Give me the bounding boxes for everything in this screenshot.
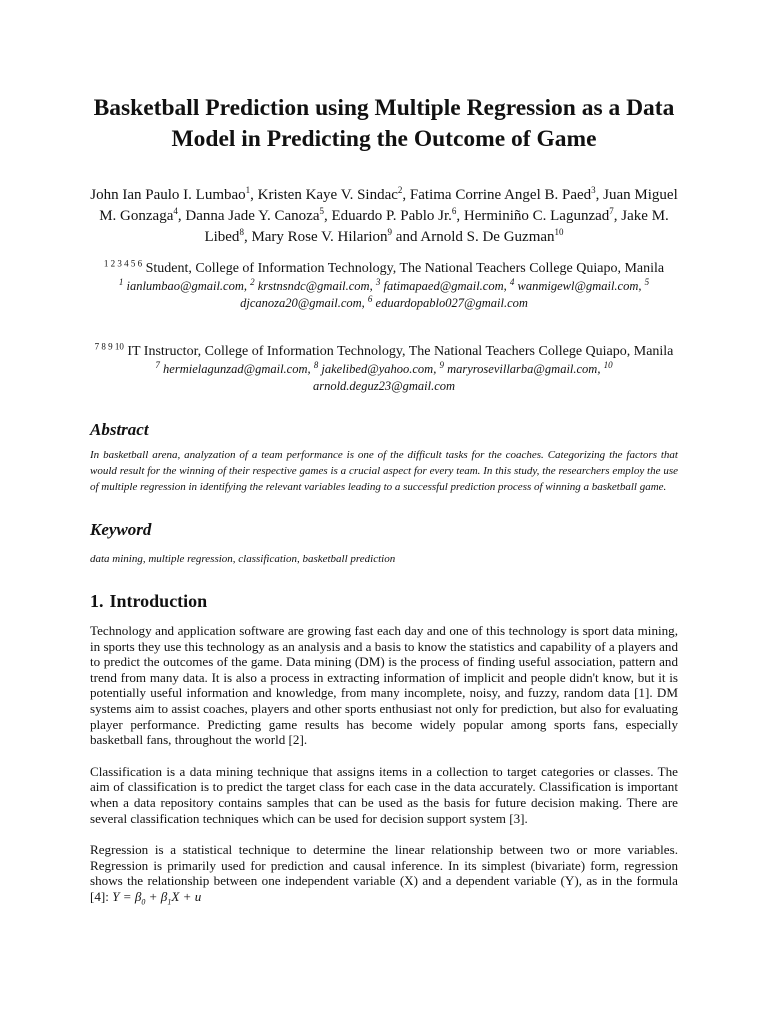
- email-superscript: 7: [155, 359, 160, 370]
- author-separator: ,: [595, 187, 604, 203]
- email-link[interactable]: arnold.deguz23@gmail.com: [312, 379, 456, 393]
- email-link[interactable]: wanmigewl@gmail.com: [517, 279, 639, 293]
- email-superscript: 2: [250, 276, 255, 287]
- affiliation-superscript: 1 2 3 4 5 6: [103, 258, 143, 269]
- author-superscript: 2: [397, 185, 403, 195]
- author-name: Juan Miguel M. Gonzaga: [99, 187, 678, 224]
- author-separator: ,: [177, 208, 186, 224]
- author-name: Herminiño C. Lagunzad: [463, 208, 610, 224]
- author-separator: ,: [250, 187, 258, 203]
- author-superscript: 5: [319, 206, 324, 216]
- email-superscript: 1: [118, 276, 124, 287]
- author-superscript: 10: [554, 227, 564, 237]
- email-link[interactable]: djcanoza20@gmail.com: [240, 296, 362, 310]
- email-link[interactable]: eduardopablo027@gmail.com: [375, 296, 528, 310]
- regression-formula: $Y = \beta_0 + \beta_1X + u$: [112, 888, 202, 907]
- author-separator: ,: [243, 229, 252, 245]
- email-superscript: 9: [439, 359, 444, 370]
- author-separator: ,: [323, 208, 332, 224]
- author-list: [90, 185, 678, 248]
- author-name: Danna Jade Y. Canoza: [185, 208, 320, 224]
- keyword-text: data mining, multiple regression, classification, basketball prediction: [90, 553, 396, 565]
- intro-paragraph-2: Classification is a data mining technique that assigns items in a collection to target categories or classes. The aim of classification is to predict the target class for each case in the data accurately. Classification is important when a data repository contains samples that can be used as the basis for future decision making. There are several classification techniques which can be used for decision support system [3].: [90, 763, 678, 826]
- paper-title: Basketball Prediction using Multiple Regression as a Data Model in Predicting the Outcome of Game: [93, 95, 675, 152]
- author-separator: ,: [456, 208, 464, 224]
- affiliation-block: [90, 259, 678, 278]
- intro-paragraph-3-text: Regression is a statistical technique to determine the linear relationship between two or more variables. Regression is primarily used for prediction and causal inference. In its simplest (bivariate) form, regression shows the relationship between one independent variable (X) and a dependent variable (Y), as in the formula [4]:: [90, 842, 678, 904]
- email-superscript: 10: [603, 359, 613, 370]
- intro-paragraph-3: [90, 842, 678, 910]
- affiliation-text: IT Instructor, College of Information Technology, The National Teachers College Quiapo, Manila: [127, 344, 674, 359]
- email-link[interactable]: ianlumbao@gmail.com: [126, 279, 244, 293]
- email-link[interactable]: jakelibed@yahoo.com: [321, 362, 434, 376]
- author-name: Arnold S. De Guzman: [420, 229, 555, 245]
- author-superscript: 4: [173, 206, 178, 216]
- author-superscript: 1: [245, 185, 251, 195]
- intro-paragraph-1: Technology and application software are growing fast each day and one of this technology is sport data mining, in sports they use this technology as an analysis and a basis to know the statistics and capability of a players and to predict the outcomes of the game. Data mining (DM) is the process of finding useful association, pattern and trend from many data. It is also a process in extracting information of implicit and people didn't know, but it is potentially useful information and knowledge, from many incomplete, noisy, and fuzzy, random data [1]. DM systems aim to assist coaches, players and other sports enthusiast not only for prediction, but also for evaluating player performance. Predicting game results has become widely popular among sports fans, especially basketball fans, throughout the world [2].: [90, 623, 679, 748]
- author-superscript: 3: [591, 185, 596, 195]
- author-name: Fatima Corrine Angel B. Paed: [409, 187, 592, 203]
- email-link[interactable]: krstnsndc@gmail.com: [257, 279, 370, 293]
- affiliation-block: [90, 342, 678, 361]
- abstract-heading: Abstract: [90, 420, 149, 439]
- author-name: Kristen Kaye V. Sindac: [257, 187, 398, 203]
- email-list: $^1$ ianlumbao@gmail.com, $^2$ krstnsndc@gmail.com, $^3$ fatimapaed@gmail.com, $^4$ wanmigewl@gmail.com, $^5$ djcanoza20@gmail.com, $^6$ eduardopablo027@gmail.com: [118, 276, 650, 310]
- affiliation-superscript: 7 8 9 10: [94, 341, 124, 352]
- author-name: Mary Rose V. Hilarion: [251, 229, 388, 245]
- author-superscript: 9: [387, 227, 393, 237]
- keyword-heading: Keyword: [90, 520, 152, 539]
- author-separator: ,: [402, 187, 410, 203]
- email-superscript: 5: [644, 276, 650, 287]
- author-separator: ,: [613, 208, 622, 224]
- section-heading-introduction: [90, 589, 678, 613]
- email-superscript: 4: [509, 276, 515, 287]
- email-superscript: 8: [313, 359, 319, 370]
- email-list: $^7$ hermielagunzad@gmail.com, $^8$ jakelibed@yahoo.com, $^9$ maryrosevillarba@gmail.com, $^{10}$ arnold.deguz23@gmail.com: [155, 359, 613, 393]
- abstract-text: In basketball arena, analyzation of a team performance is one of the difficult tasks for the coaches. Categorizing the factors that would result for the winning of their respective games is a crucial aspect for every team. In this study, the researchers employ the use of multiple regression in identifying the relevant variables leading to a successful prediction process of winning a basketball game.: [90, 449, 678, 493]
- author-separator: and: [392, 229, 421, 245]
- email-link[interactable]: fatimapaed@gmail.com: [383, 279, 504, 293]
- email-superscript: 3: [375, 276, 381, 287]
- section-title: Introduction: [109, 591, 208, 611]
- author-name: John Ian Paulo I. Lumbao: [90, 187, 246, 203]
- affiliation-text: Student, College of Information Technology, The National Teachers College Quiapo, Manila: [145, 261, 665, 276]
- section-number: 1.: [90, 591, 104, 611]
- email-link[interactable]: hermielagunzad@gmail.com: [163, 362, 308, 376]
- author-name: Eduardo P. Pablo Jr.: [331, 208, 452, 224]
- email-superscript: 6: [367, 293, 373, 304]
- author-superscript: 8: [239, 227, 244, 237]
- author-superscript: 7: [609, 206, 614, 216]
- author-name: Jake M. Libed: [204, 208, 669, 245]
- author-superscript: 6: [451, 206, 457, 216]
- email-link[interactable]: maryrosevillarba@gmail.com: [447, 362, 598, 376]
